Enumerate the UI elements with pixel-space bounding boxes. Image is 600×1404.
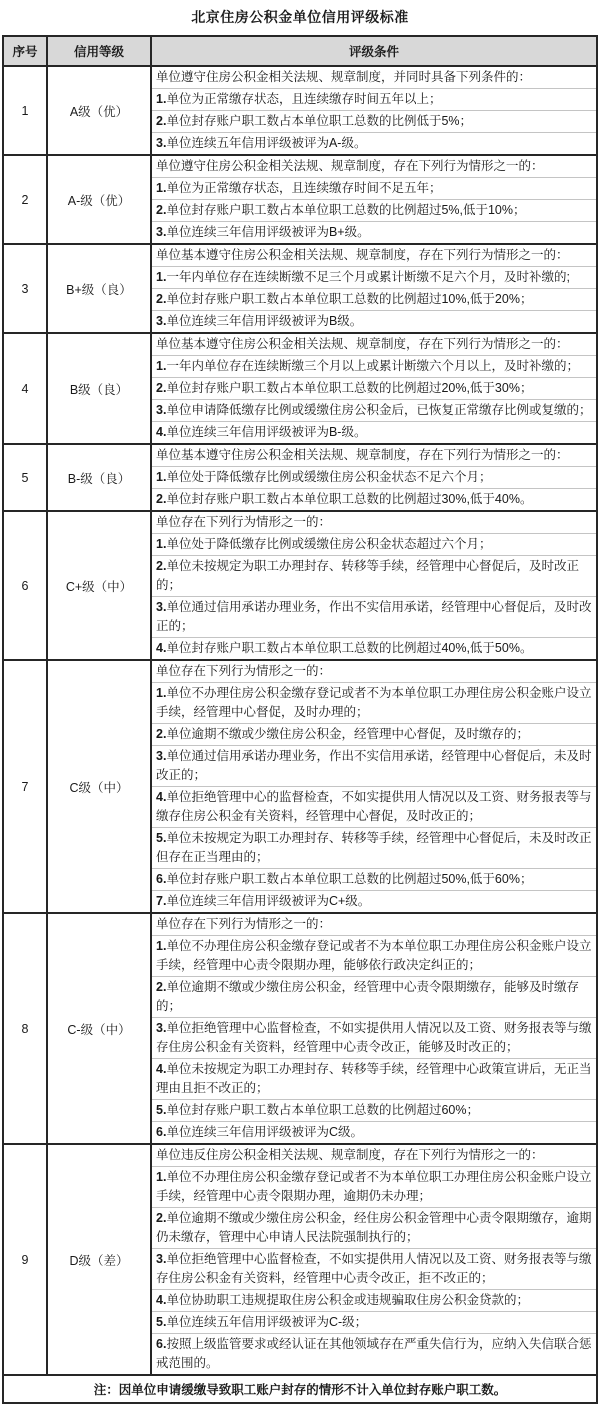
col-header-credit-level: 信用等级 — [47, 36, 151, 66]
condition-line: 3.单位拒绝管理中心监督检查，不如实提供用人情况以及工资、财务报表等与缴存住房公积金有关资料，经管理中心责令改正，能够及时改正的； — [152, 1017, 596, 1058]
condition-line: 单位违反住房公积金相关法规、规章制度，存在下列行为情形之一的： — [156, 1148, 544, 1162]
condition-line: 4.单位连续三年信用评级被评为B-级。 — [152, 421, 596, 443]
condition-line: 7.单位连续三年信用评级被评为C+级。 — [152, 890, 596, 912]
rating-conditions-cell — [151, 1144, 597, 1375]
table-row — [3, 660, 597, 913]
row-number: 9 — [3, 1144, 47, 1375]
table-body — [3, 66, 597, 1375]
condition-line: 1.单位处于降低缴存比例或缓缴住房公积金状态不足六个月； — [152, 466, 596, 488]
condition-line: 3.单位连续五年信用评级被评为A-级。 — [152, 132, 596, 154]
table-row — [3, 66, 597, 155]
condition-line: 1.单位为正常缴存状态，且连续缴存时间五年以上； — [152, 88, 596, 110]
condition-line: 4.单位封存账户职工数占本单位职工总数的比例超过40%,低于50%。 — [152, 637, 596, 659]
condition-line: 2.单位封存账户职工数占本单位职工总数的比例超过10%,低于20%； — [152, 288, 596, 310]
row-number: 4 — [3, 333, 47, 444]
condition-line: 3.单位连续三年信用评级被评为B+级。 — [152, 221, 596, 243]
table-row — [3, 913, 597, 1144]
credit-level: B-级（良） — [47, 444, 151, 511]
condition-line: 1.单位为正常缴存状态，且连续缴存时间不足五年； — [152, 177, 596, 199]
rating-conditions-cell — [151, 333, 597, 444]
condition-line: 3.单位连续三年信用评级被评为B级。 — [152, 310, 596, 332]
credit-level: C-级（中） — [47, 913, 151, 1144]
condition-line: 5.单位封存账户职工数占本单位职工总数的比例超过60%； — [152, 1099, 596, 1121]
condition-line: 6.单位封存账户职工数占本单位职工总数的比例超过50%,低于60%； — [152, 868, 596, 890]
condition-line: 1.单位不办理住房公积金缴存登记或者不为本单位职工办理住房公积金账户设立手续，经管理中心督促，及时办理的； — [152, 682, 596, 723]
condition-line: 1.单位不办理住房公积金缴存登记或者不为本单位职工办理住房公积金账户设立手续，经管理中心责令限期办理，逾期仍未办理； — [152, 1166, 596, 1207]
table-header — [3, 36, 597, 66]
condition-line: 单位存在下列行为情形之一的： — [156, 515, 332, 529]
credit-level: B级（良） — [47, 333, 151, 444]
table-row — [3, 1144, 597, 1375]
condition-line: 单位遵守住房公积金相关法规、规章制度，并同时具备下列条件的： — [156, 70, 532, 84]
row-number: 3 — [3, 244, 47, 333]
credit-level: B+级（良） — [47, 244, 151, 333]
note-row — [3, 1375, 597, 1403]
row-number: 7 — [3, 660, 47, 913]
col-header-no: 序号 — [3, 36, 47, 66]
footnote: 注：因单位申请缓缴导致职工账户封存的情形不计入单位封存账户职工数。 — [3, 1375, 597, 1403]
condition-line: 1.一年内单位存在连续断缴不足三个月或累计断缴不足六个月，及时补缴的; — [152, 266, 596, 288]
rating-conditions-cell — [151, 913, 597, 1144]
condition-line: 3.单位申请降低缴存比例或缓缴住房公积金后，已恢复正常缴存比例或复缴的； — [152, 399, 596, 421]
table-row — [3, 511, 597, 660]
condition-line: 6.按照上级监管要求或经认证在其他领域存在严重失信行为，应纳入失信联合惩戒范围的。 — [152, 1333, 596, 1374]
condition-line: 单位存在下列行为情形之一的： — [156, 917, 332, 931]
condition-line: 3.单位通过信用承诺办理业务，作出不实信用承诺，经管理中心督促后，及时改正的； — [152, 596, 596, 637]
credit-level: C级（中） — [47, 660, 151, 913]
condition-line: 1.一年内单位存在连续断缴三个月以上或累计断缴六个月以上，及时补缴的； — [152, 355, 596, 377]
condition-line: 3.单位拒绝管理中心监督检查，不如实提供用人情况以及工资、财务报表等与缴存住房公积金有关资料，经管理中心责令改正，拒不改正的； — [152, 1248, 596, 1289]
rating-conditions-cell — [151, 66, 597, 155]
rating-table — [2, 35, 598, 1404]
table-footer — [3, 1375, 597, 1403]
rating-conditions-cell — [151, 660, 597, 913]
condition-line: 2.单位封存账户职工数占本单位职工总数的比例超过20%,低于30%； — [152, 377, 596, 399]
row-number: 2 — [3, 155, 47, 244]
col-header-conditions: 评级条件 — [151, 36, 597, 66]
condition-line: 5.单位连续五年信用评级被评为C-级； — [152, 1311, 596, 1333]
condition-line: 4.单位未按规定为职工办理封存、转移等手续，经管理中心政策宣讲后，无正当理由且拒不改正的； — [152, 1058, 596, 1099]
table-row — [3, 155, 597, 244]
page-title: 北京住房公积金单位信用评级标准 — [191, 9, 409, 25]
condition-line: 单位基本遵守住房公积金相关法规、规章制度，存在下列行为情形之一的： — [156, 248, 569, 262]
credit-level: D级（差） — [47, 1144, 151, 1375]
credit-level: A-级（优） — [47, 155, 151, 244]
condition-line: 4.单位协助职工违规提取住房公积金或违规骗取住房公积金贷款的； — [152, 1289, 596, 1311]
condition-line: 单位遵守住房公积金相关法规、规章制度，存在下列行为情形之一的： — [156, 159, 544, 173]
row-number: 8 — [3, 913, 47, 1144]
condition-line: 2.单位逾期不缴或少缴住房公积金，经管理中心督促，及时缴存的； — [152, 723, 596, 745]
rating-conditions-cell — [151, 511, 597, 660]
header-row — [3, 36, 597, 66]
rating-conditions-cell — [151, 444, 597, 511]
condition-line: 4.单位拒绝管理中心的监督检查，不如实提供用人情况以及工资、财务报表等与缴存住房公积金有关资料，经管理中心督促，及时改正的； — [152, 786, 596, 827]
condition-line: 2.单位逾期不缴或少缴住房公积金，经住房公积金管理中心责令限期缴存，逾期仍未缴存，管理中心申请人民法院强制执行的； — [152, 1207, 596, 1248]
condition-line: 1.单位处于降低缴存比例或缓缴住房公积金状态超过六个月； — [152, 533, 596, 555]
condition-line: 3.单位通过信用承诺办理业务，作出不实信用承诺，经管理中心督促后，未及时改正的； — [152, 745, 596, 786]
row-number: 6 — [3, 511, 47, 660]
condition-line: 2.单位封存账户职工数占本单位职工总数的比例超过30%,低于40%。 — [152, 488, 596, 510]
table-row — [3, 333, 597, 444]
condition-line: 单位存在下列行为情形之一的： — [156, 664, 332, 678]
credit-level: A级（优） — [47, 66, 151, 155]
rating-standards-sheet — [2, 0, 598, 1404]
condition-line: 单位基本遵守住房公积金相关法规、规章制度，存在下列行为情形之一的： — [156, 337, 569, 351]
rating-conditions-cell — [151, 244, 597, 333]
row-number: 1 — [3, 66, 47, 155]
condition-line: 6.单位连续三年信用评级被评为C级。 — [152, 1121, 596, 1143]
condition-line: 1.单位不办理住房公积金缴存登记或者不为本单位职工办理住房公积金账户设立手续，经管理中心责令限期办理，能够依行政决定纠正的； — [152, 935, 596, 976]
condition-line: 单位基本遵守住房公积金相关法规、规章制度，存在下列行为情形之一的： — [156, 448, 569, 462]
condition-line: 2.单位封存账户职工数占本单位职工总数的比例超过5%,低于10%； — [152, 199, 596, 221]
table-row — [3, 244, 597, 333]
condition-line: 2.单位封存账户职工数占本单位职工总数的比例低于5%； — [152, 110, 596, 132]
condition-line: 2.单位未按规定为职工办理封存、转移等手续，经管理中心督促后，及时改正的； — [152, 555, 596, 596]
condition-line: 2.单位逾期不缴或少缴住房公积金，经管理中心责令限期缴存，能够及时缴存的； — [152, 976, 596, 1017]
rating-conditions-cell — [151, 155, 597, 244]
condition-line: 5.单位未按规定为职工办理封存、转移等手续，经管理中心督促后，未及时改正但存在正当理由的； — [152, 827, 596, 868]
credit-level: C+级（中） — [47, 511, 151, 660]
row-number: 5 — [3, 444, 47, 511]
table-row — [3, 444, 597, 511]
